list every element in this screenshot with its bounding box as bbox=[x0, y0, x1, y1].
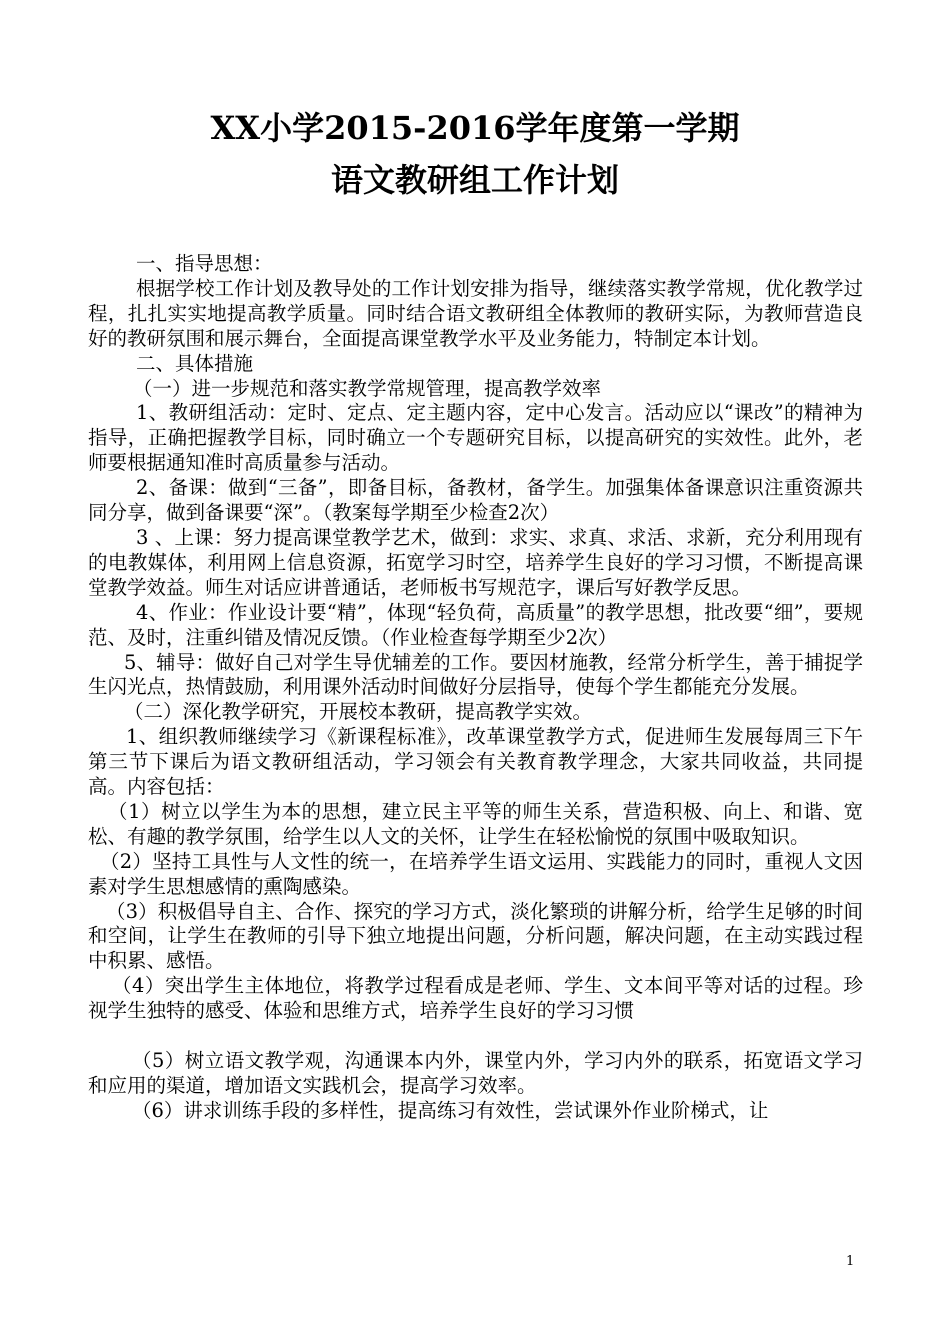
document-body bbox=[88, 252, 863, 1124]
list-item-instrumental-humanistic: （2）坚持工具性与人文性的统一，在培养学生语文运用、实践能力的同时，重视人文因素对学生思想感情的熏陶感染。 bbox=[88, 849, 863, 898]
list-item-training-methods: （6）讲求训练手段的多样性，提高练习有效性，尝试课外作业阶梯式，让 bbox=[132, 1098, 769, 1122]
list-item-student-subject: （4）突出学生主体地位，将教学过程看成是老师、学生、文本间平等对话的过程。珍视学生独特的感受、体验和思维方式，培养学生良好的学习习惯 bbox=[88, 974, 863, 1023]
paragraph-research-group-activity: 1、教研组活动：定时、定点、定主题内容，定中心发言。活动应以“课改”的精神为指导，正确把握教学目标，同时确立一个专题研究目标，以提高研究的实效性。此外，老师要根据通知准时高质量参与活动。 bbox=[88, 401, 863, 475]
paragraph-guiding-thought: 根据学校工作计划及教导处的工作计划安排为指导，继续落实教学常规，优化教学过程，扎扎实实地提高教学质量。同时结合语文教研组全体教师的教研实际，为教师营造良好的教研氛围和展示舞台，全面提高课堂教学水平及业务能力，特制定本计划。 bbox=[88, 276, 863, 350]
paragraph-lesson-preparation: 2、备课：做到“三备”，即备目标，备教材，备学生。加强集体备课意识注重资源共同分享，做到备课要“深”。（教案每学期至少检查2次） bbox=[88, 476, 863, 525]
document-title: XX小学2015-2016学年度第一学期 bbox=[210, 109, 740, 147]
page-number: 1 bbox=[846, 1254, 855, 1269]
paragraph-tutoring: 5、辅导：做好自己对学生导优辅差的工作。要因材施教，经常分析学生，善于捕捉学生闪光点，热情鼓励，利用课外活动时间做好分层指导，使每个学生都能充分发展。 bbox=[88, 650, 863, 699]
section-heading-guiding-thought: 一、指导思想： bbox=[136, 252, 273, 275]
subsection-heading-teaching-research: （二）深化教学研究，开展校本教研，提高教学实效。 bbox=[124, 700, 593, 724]
blank-line bbox=[88, 1024, 863, 1049]
document-subtitle: 语文教研组工作计划 bbox=[330, 161, 619, 199]
list-item-autonomous-learning: （3）积极倡导自主、合作、探究的学习方式，淡化繁琐的讲解分析，给学生足够的时间和空间，让学生在教师的引导下独立地提出问题，分析问题，解决问题，在主动实践过程中积累、感悟。 bbox=[88, 899, 863, 973]
paragraph-curriculum-study: 1、组织教师继续学习《新课程标准》，改革课堂教学方式，促进师生发展每周三下午第三节下课后为语文教研组活动，学习领会有关教育教学理念，大家共同收益，共同提高。内容包括： bbox=[88, 725, 863, 799]
paragraph-teaching: 3 、上课：努力提高课堂教学艺术，做到：求实、求真、求活、求新，充分利用现有的电教媒体，利用网上信息资源，拓宽学习时空，培养学生良好的学习习惯，不断提高课堂教学效益。师生对话应讲普通话，老师板书写规范字，课后写好教学反思。 bbox=[88, 525, 863, 599]
subsection-heading-routine-management: （一）进一步规范和落实教学常规管理，提高教学效率 bbox=[133, 376, 602, 400]
section-heading-measures: 二、具体措施 bbox=[136, 351, 254, 375]
list-item-student-centered: （1）树立以学生为本的思想，建立民主平等的师生关系，营造积极、向上、和谐、宽松、有趣的教学氛围，给学生以人文的关怀，让学生在轻松愉悦的氛围中吸取知识。 bbox=[88, 799, 863, 848]
list-item-chinese-teaching-view: （5）树立语文教学观，沟通课本内外，课堂内外，学习内外的联系，拓宽语文学习和应用的渠道，增加语文实践机会，提高学习效率。 bbox=[88, 1048, 863, 1097]
paragraph-homework: 4、作业：作业设计要“精”，体现“轻负荷，高质量”的教学思想，批改要“细”，要规范、及时，注重纠错及情况反馈。（作业检查每学期至少2次） bbox=[88, 600, 863, 649]
